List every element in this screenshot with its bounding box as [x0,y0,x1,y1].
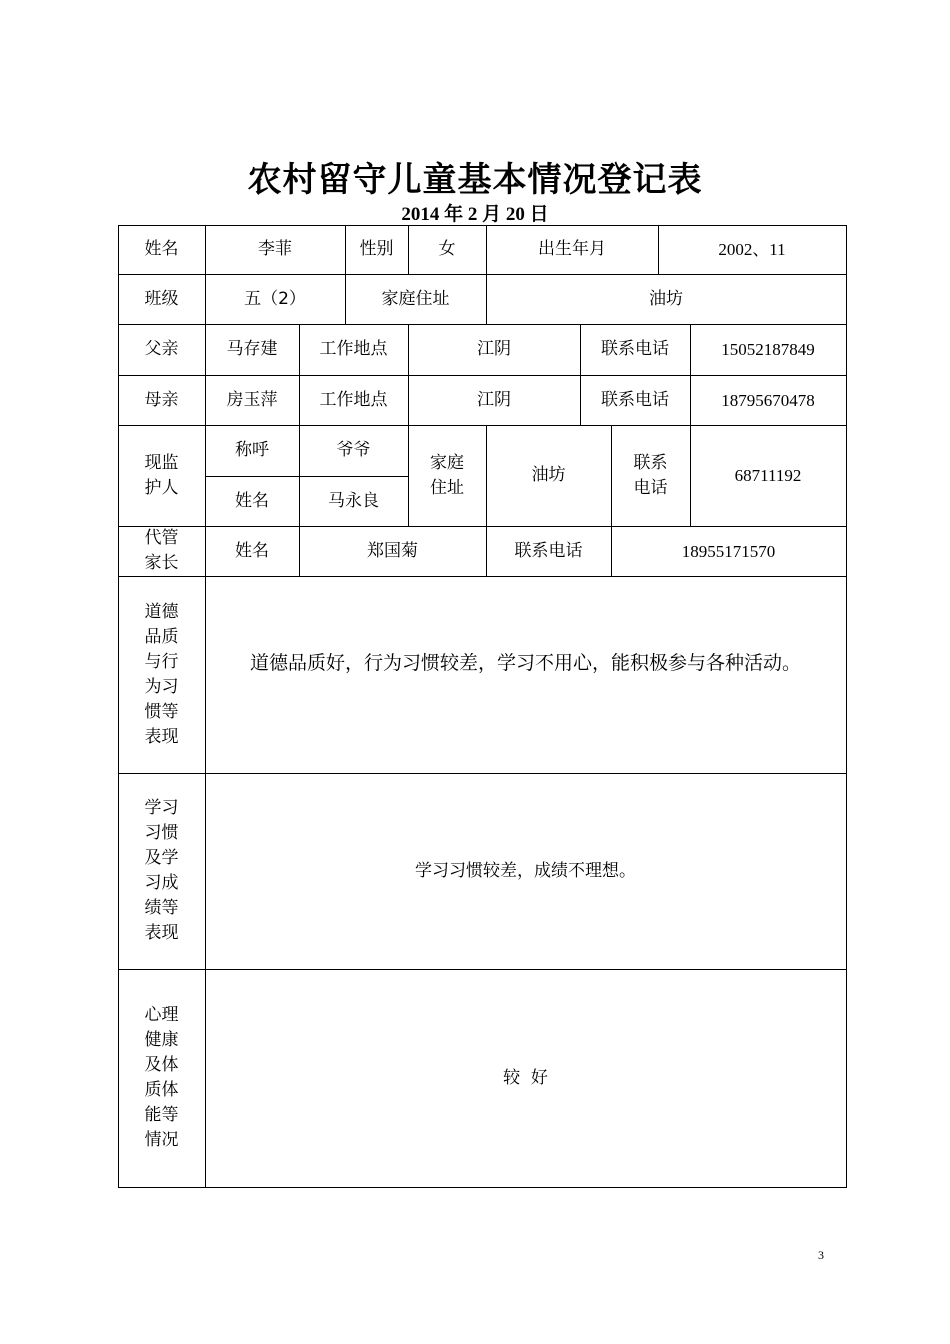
proxy-phone: 18955171570 [681,541,776,561]
home-address: 油坊 [649,288,683,309]
health-label: 心理健康及体质体能等情况 [144,1005,179,1150]
mother-name: 房玉萍 [226,389,278,410]
guardian-title-label: 称呼 [235,440,269,460]
child-birth: 2002、11 [718,240,786,259]
guardian-address: 油坊 [531,465,566,485]
father-work-label: 工作地点 [319,339,388,359]
mother-phone: 18795670478 [721,390,815,410]
child-gender: 女 [438,239,456,259]
form-title: 农村留守儿童基本情况登记表 [247,160,703,200]
study-label: 学习习惯及学习成绩等表现 [144,798,179,943]
moral-label: 道德品质与行为习惯等表现 [144,601,179,747]
mother-label: 母亲 [144,389,179,410]
table-border-bottom [118,1187,847,1188]
father-phone-label: 联系电话 [601,339,669,359]
guardian-name-label: 姓名 [235,490,269,511]
health-label-cell [118,969,205,1187]
proxy-label-cell [118,526,205,576]
mother-phone-label: 联系电话 [601,389,669,410]
proxy-label: 代管家长 [144,528,179,573]
guardian-name: 马永良 [328,490,379,511]
proxy-name-label: 姓名 [235,540,269,561]
address-label: 家庭住址 [381,288,450,309]
father-label: 父亲 [144,339,179,359]
proxy-phone-label: 联系电话 [514,540,583,561]
name-label: 姓名 [144,239,179,259]
class-label: 班级 [144,288,179,309]
child-name: 李菲 [258,239,292,259]
father-work: 江阴 [477,339,511,359]
study-label-cell [118,773,205,969]
gender-label: 性别 [359,239,394,259]
guardian-label-cell [118,425,205,526]
moral-label-cell [118,576,205,773]
study-text: 学习习惯较差，成绩不理想。 [415,860,636,881]
guardian-label: 现监护人 [144,452,179,498]
guardian-phone-label: 联系电话 [633,452,668,498]
father-phone: 15052187849 [721,340,815,359]
mother-work-label: 工作地点 [319,389,388,410]
father-name: 马存建 [226,339,278,359]
child-class: 五（2） [244,288,306,309]
guardian-phone-label-cell [611,425,690,526]
form-date: 2014 年 2 月 20 日 [401,204,549,225]
health-text: 较 好 [503,1067,548,1088]
guardian-address-label: 家庭住址 [430,452,464,498]
guardian-phone: 68711192 [734,466,802,485]
page-number: 3 [818,1248,824,1262]
birth-label: 出生年月 [538,239,606,259]
guardian-title: 爷爷 [336,440,371,460]
moral-text: 道德品质好，行为习惯较差，学习不用心，能积极参与各种活动。 [249,652,801,674]
mother-work: 江阴 [477,389,511,410]
proxy-name: 郑国菊 [367,540,418,561]
table-border-right [846,225,847,1188]
guardian-address-label-cell [408,425,486,526]
